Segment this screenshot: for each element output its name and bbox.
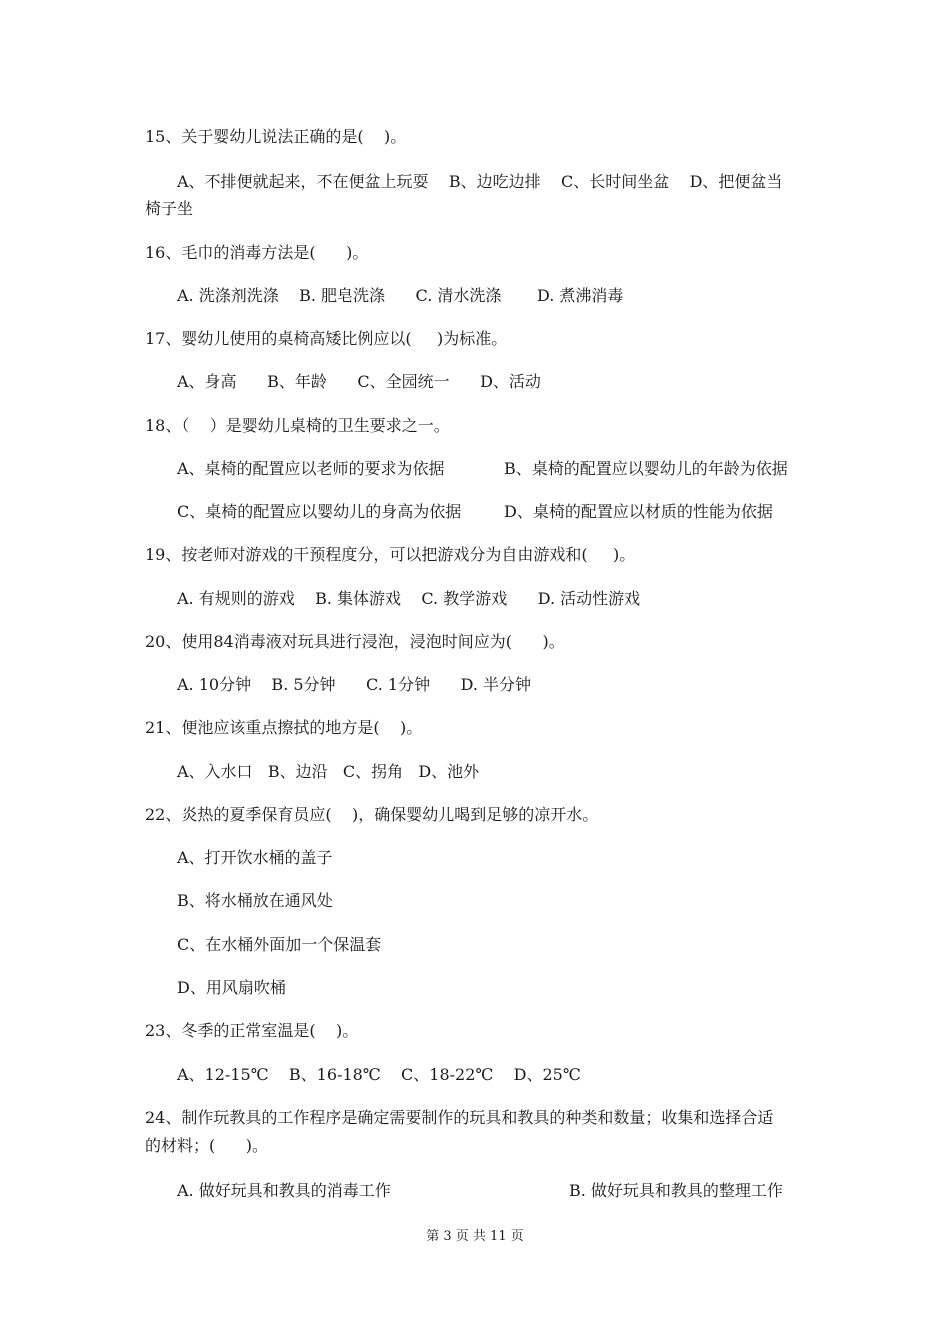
question-18-option-c: C、桌椅的配置应以婴幼儿的身高为依据	[177, 502, 462, 521]
question-18-option-b: B、桌椅的配置应以婴幼儿的年龄为依据	[504, 459, 788, 478]
question-24-stem-continued: 的材料；( )。	[145, 1136, 269, 1155]
question-16-stem: 16、毛巾的消毒方法是( )。	[145, 243, 369, 262]
question-21-options: A、入水口 B、边沿 C、拐角 D、池外	[177, 762, 480, 781]
question-22-option-a: A、打开饮水桶的盖子	[177, 848, 333, 867]
question-17-stem: 17、婴幼儿使用的桌椅高矮比例应以( )为标准。	[145, 329, 508, 348]
question-18-option-d: D、桌椅的配置应以材质的性能为依据	[504, 502, 773, 521]
question-16-options: A. 洗涤剂洗涤 B. 肥皂洗涤 C. 清水洗涤 D. 煮沸消毒	[177, 286, 624, 305]
question-23-options: A、12-15℃ B、16-18℃ C、18-22℃ D、25℃	[177, 1065, 581, 1084]
question-21-stem: 21、便池应该重点擦拭的地方是( )。	[145, 718, 423, 737]
question-18-option-a: A、桌椅的配置应以老师的要求为依据	[177, 459, 445, 478]
question-15-stem: 15、关于婴幼儿说法正确的是( )。	[145, 127, 407, 146]
question-23-stem: 23、冬季的正常室温是( )。	[145, 1021, 359, 1040]
question-22-option-c: C、在水桶外面加一个保温套	[177, 935, 382, 954]
question-20-options: A. 10分钟 B. 5分钟 C. 1分钟 D. 半分钟	[177, 675, 532, 694]
question-24-stem: 24、制作玩教具的工作程序是确定需要制作的玩具和教具的种类和数量；收集和选择合适	[145, 1108, 774, 1127]
question-22-option-b: B、将水桶放在通风处	[177, 891, 333, 910]
question-18-stem: 18、（ ）是婴幼儿桌椅的卫生要求之一。	[145, 416, 450, 435]
question-22-option-d: D、用风扇吹桶	[177, 978, 286, 997]
question-22-stem: 22、炎热的夏季保育员应( )，确保婴幼儿喝到足够的凉开水。	[145, 805, 599, 824]
question-15-options: A、不排便就起来，不在便盆上玩耍 B、边吃边排 C、长时间坐盆 D、把便盆当	[177, 172, 783, 191]
question-24-option-a: A. 做好玩具和教具的消毒工作	[177, 1181, 391, 1200]
question-24-option-b: B. 做好玩具和教具的整理工作	[569, 1181, 783, 1200]
question-17-options: A、身高 B、年龄 C、全园统一 D、活动	[177, 372, 541, 391]
page-footer: 第 3 页 共 11 页	[426, 1229, 524, 1244]
question-15-options-continued: 椅子坐	[145, 199, 194, 218]
question-19-options: A. 有规则的游戏 B. 集体游戏 C. 教学游戏 D. 活动性游戏	[177, 589, 641, 608]
question-20-stem: 20、使用84消毒液对玩具进行浸泡，浸泡时间应为( )。	[145, 632, 565, 651]
question-19-stem: 19、按老师对游戏的干预程度分，可以把游戏分为自由游戏和( )。	[145, 545, 636, 564]
